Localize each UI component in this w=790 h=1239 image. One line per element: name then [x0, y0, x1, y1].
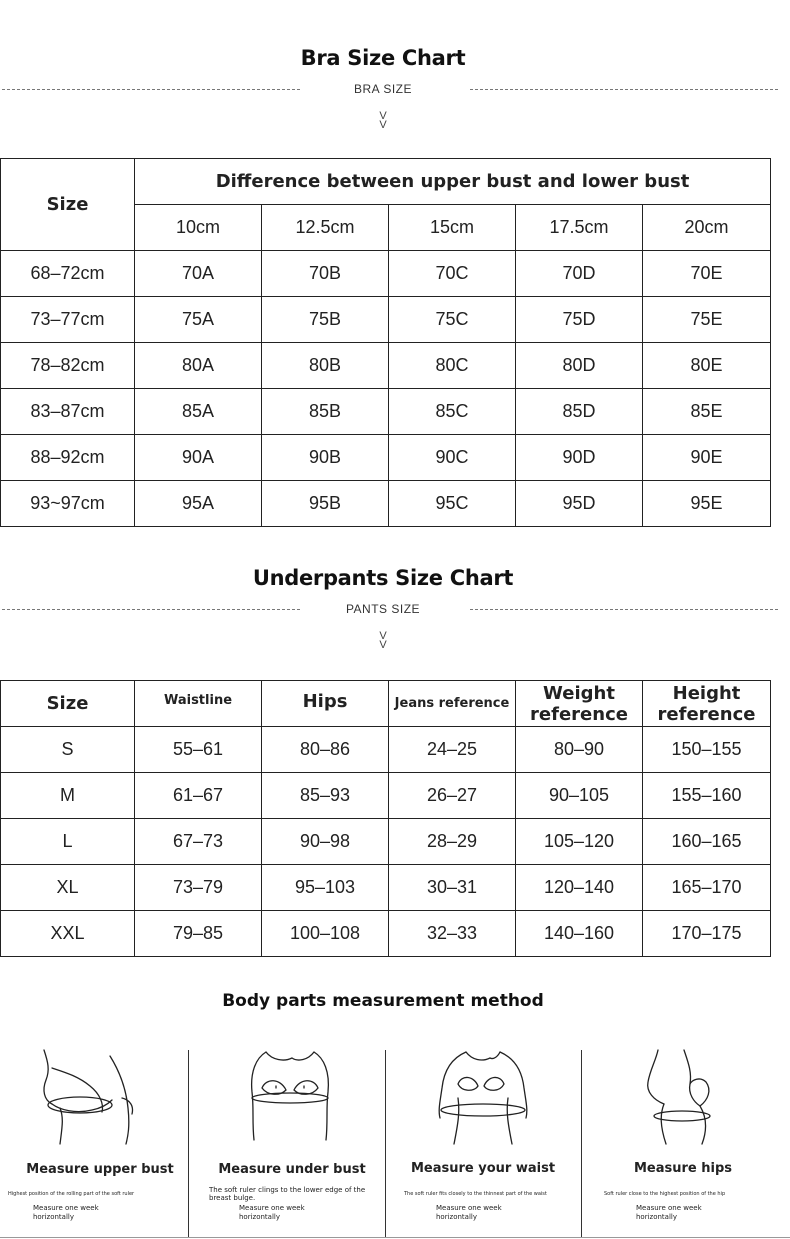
table-cell: 80E — [643, 343, 771, 389]
table-cell: 75B — [262, 297, 389, 343]
table-cell: 24–25 — [389, 727, 516, 773]
table-cell: 80C — [389, 343, 516, 389]
table-cell: 90–98 — [262, 819, 389, 865]
table-cell: 26–27 — [389, 773, 516, 819]
pants-size-subtitle: PANTS SIZE — [345, 602, 421, 616]
under-bust-figure-icon — [236, 1048, 346, 1148]
table-cell: 85A — [135, 389, 262, 435]
table-cell: 95E — [643, 481, 771, 527]
waist-figure-icon — [428, 1048, 538, 1148]
row-size: 83–87cm — [1, 389, 135, 435]
bottom-rule — [0, 1237, 790, 1238]
waistline-header: Waistline — [135, 681, 262, 727]
table-cell: 95D — [516, 481, 643, 527]
upper-bust-figure-icon — [30, 1048, 150, 1148]
table-row — [1, 251, 771, 297]
table-cell: 90D — [516, 435, 643, 481]
panel-divider — [385, 1050, 386, 1237]
waist-label: Measure your waist — [410, 1161, 556, 1176]
divider-left — [2, 89, 300, 90]
table-cell: 140–160 — [516, 911, 643, 957]
table-cell: 85B — [262, 389, 389, 435]
panel-divider — [581, 1050, 582, 1237]
table-cell: XL — [1, 865, 135, 911]
table-cell: 150–155 — [643, 727, 771, 773]
table-cell: 165–170 — [643, 865, 771, 911]
hips-desc: Soft ruler close to the highest position of the hip — [604, 1191, 726, 1197]
row-size: 88–92cm — [1, 435, 135, 481]
table-cell: 70A — [135, 251, 262, 297]
hips-label: Measure hips — [633, 1161, 733, 1176]
hips-figure-icon — [636, 1048, 746, 1148]
table-cell: 160–165 — [643, 819, 771, 865]
upper-bust-label: Measure upper bust — [26, 1162, 174, 1177]
table-cell: 70E — [643, 251, 771, 297]
pants-size-table — [0, 680, 771, 957]
bra-size-header: Size — [1, 159, 135, 251]
table-cell: 90A — [135, 435, 262, 481]
table-cell: 85C — [389, 389, 516, 435]
table-cell: 85E — [643, 389, 771, 435]
table-cell: 70C — [389, 251, 516, 297]
table-row — [1, 727, 771, 773]
bra-size-subtitle: BRA SIZE — [353, 82, 413, 96]
table-cell: 75E — [643, 297, 771, 343]
height-reference-header: Height reference — [643, 681, 771, 727]
table-row — [1, 297, 771, 343]
table-row — [1, 343, 771, 389]
table-row — [1, 481, 771, 527]
table-cell: 170–175 — [643, 911, 771, 957]
under-bust-note-2: horizontally — [239, 1213, 281, 1221]
table-cell: L — [1, 819, 135, 865]
table-cell: 95B — [262, 481, 389, 527]
divider-right — [470, 609, 778, 610]
row-size: 78–82cm — [1, 343, 135, 389]
table-row — [1, 865, 771, 911]
measurement-title: Body parts measurement method — [222, 991, 544, 1011]
table-cell: 75A — [135, 297, 262, 343]
upper-bust-note-2: horizontally — [33, 1213, 75, 1221]
row-size: 93~97cm — [1, 481, 135, 527]
column-header: 10cm — [135, 205, 262, 251]
table-cell: 90E — [643, 435, 771, 481]
jeans-reference-header: Jeans reference — [389, 681, 516, 727]
table-cell: 32–33 — [389, 911, 516, 957]
table-cell: XXL — [1, 911, 135, 957]
table-cell: 75D — [516, 297, 643, 343]
table-cell: 90C — [389, 435, 516, 481]
table-row — [1, 435, 771, 481]
hips-header: Hips — [262, 681, 389, 727]
table-cell: 90B — [262, 435, 389, 481]
table-cell: 100–108 — [262, 911, 389, 957]
table-cell: 79–85 — [135, 911, 262, 957]
table-cell: 30–31 — [389, 865, 516, 911]
under-bust-label: Measure under bust — [218, 1162, 366, 1177]
table-cell: 67–73 — [135, 819, 262, 865]
table-cell: 85D — [516, 389, 643, 435]
table-cell: 80B — [262, 343, 389, 389]
column-header: 15cm — [389, 205, 516, 251]
divider-left — [2, 609, 300, 610]
table-cell: 95C — [389, 481, 516, 527]
pants-size-header: Size — [1, 681, 135, 727]
chevron-down-icon: V V — [379, 110, 387, 131]
waist-note-2: horizontally — [436, 1213, 478, 1221]
column-header: 17.5cm — [516, 205, 643, 251]
table-cell: S — [1, 727, 135, 773]
table-cell: 105–120 — [516, 819, 643, 865]
column-header: 20cm — [643, 205, 771, 251]
pants-chart-title: Underpants Size Chart — [252, 566, 514, 590]
panel-divider — [188, 1050, 189, 1237]
table-cell: 80–86 — [262, 727, 389, 773]
table-cell: 120–140 — [516, 865, 643, 911]
waist-desc: The soft ruler fits closely to the thinnest part of the waist — [404, 1191, 547, 1197]
table-row — [1, 773, 771, 819]
table-cell: 80D — [516, 343, 643, 389]
table-cell: 80A — [135, 343, 262, 389]
weight-reference-header: Weight reference — [516, 681, 643, 727]
table-cell: 85–93 — [262, 773, 389, 819]
chevron-down-icon: V V — [379, 630, 387, 651]
table-cell: 61–67 — [135, 773, 262, 819]
upper-bust-note-1: Measure one week — [33, 1204, 99, 1212]
table-row — [1, 911, 771, 957]
bust-difference-header: Difference between upper bust and lower bust — [135, 159, 771, 205]
table-cell: 70B — [262, 251, 389, 297]
table-row — [1, 819, 771, 865]
bra-size-table — [0, 158, 771, 527]
upper-bust-desc: Highest position of the rolling part of the soft ruler — [8, 1191, 135, 1197]
table-cell: 75C — [389, 297, 516, 343]
table-cell: 80–90 — [516, 727, 643, 773]
row-size: 68–72cm — [1, 251, 135, 297]
table-cell: 95–103 — [262, 865, 389, 911]
divider-right — [470, 89, 778, 90]
table-cell: 90–105 — [516, 773, 643, 819]
table-cell: M — [1, 773, 135, 819]
table-cell: 55–61 — [135, 727, 262, 773]
row-size: 73–77cm — [1, 297, 135, 343]
table-row — [1, 389, 771, 435]
waist-note-1: Measure one week — [436, 1204, 502, 1212]
under-bust-desc: The soft ruler clings to the lower edge of the breast bulge. — [209, 1186, 366, 1202]
table-cell: 73–79 — [135, 865, 262, 911]
table-cell: 95A — [135, 481, 262, 527]
hips-note-2: horizontally — [636, 1213, 678, 1221]
table-cell: 28–29 — [389, 819, 516, 865]
column-header: 12.5cm — [262, 205, 389, 251]
hips-note-1: Measure one week — [636, 1204, 702, 1212]
bra-chart-title: Bra Size Chart — [300, 46, 466, 70]
table-cell: 155–160 — [643, 773, 771, 819]
under-bust-note-1: Measure one week — [239, 1204, 305, 1212]
table-cell: 70D — [516, 251, 643, 297]
